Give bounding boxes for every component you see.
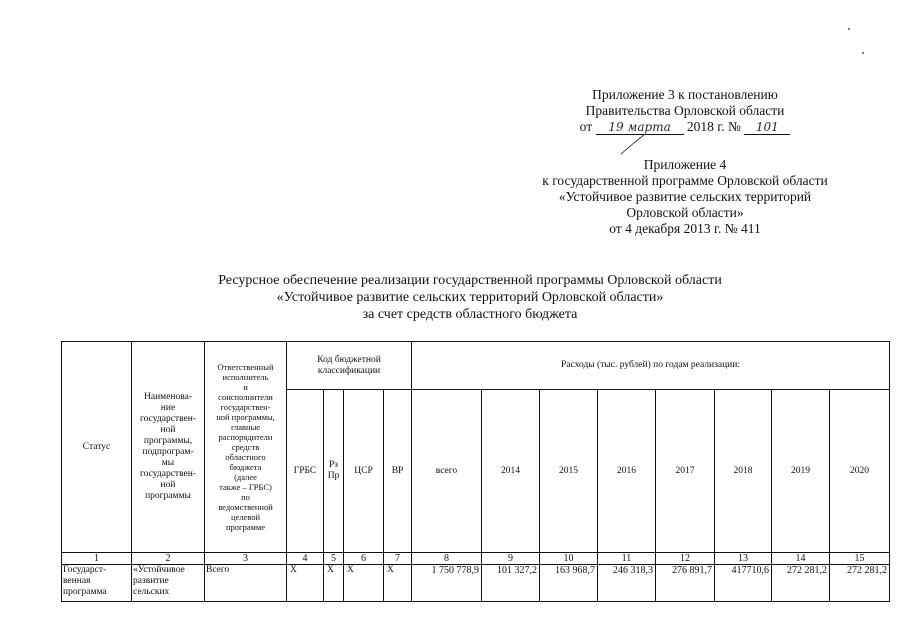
header-year-2014: 2014: [482, 390, 540, 553]
row-value-2014: 101 327,2: [482, 565, 540, 602]
table-row: [62, 565, 890, 602]
header-program-name: Наименова- ние государствен- ной программы, подпрограм- мы государствен- ной программы: [132, 342, 205, 553]
handwritten-date: 19 марта: [596, 120, 684, 135]
appendix-3-line-1: Приложение 3 к постановлению: [592, 87, 778, 102]
row-grbs: Х: [287, 565, 324, 602]
handwritten-number: 101: [744, 120, 790, 135]
title-line-3: за счет средств областного бюджета: [362, 307, 578, 322]
row-csr: Х: [344, 565, 384, 602]
header-status: Статус: [62, 342, 132, 553]
header-grbs: ГРБС: [287, 390, 324, 553]
column-number: 1: [62, 553, 132, 565]
header-year-2019: 2019: [772, 390, 830, 553]
document-title: [90, 272, 850, 323]
header-year-2015: 2015: [540, 390, 598, 553]
row-value-2020: 272 281,2: [830, 565, 890, 602]
header-year-2020: 2020: [830, 390, 890, 553]
scan-speck: [862, 52, 864, 54]
row-status: Государст- венная программа: [62, 565, 132, 602]
date-year: 2018 г. №: [686, 119, 741, 134]
header-budget-code: Код бюджетной классификации: [287, 342, 412, 390]
column-number: 6: [344, 553, 384, 565]
column-number: 8: [412, 553, 482, 565]
header-total: всего: [412, 390, 482, 553]
appendix-3-date-line: [520, 119, 850, 135]
column-number-row: [62, 553, 890, 565]
column-number: 14: [772, 553, 830, 565]
header-expenses: Расходы (тыс. рублей) по годам реализации:: [412, 342, 890, 390]
header-year-2018: 2018: [715, 390, 772, 553]
appendix-4-line-4: Орловской области»: [626, 205, 744, 220]
row-vr: Х: [384, 565, 412, 602]
header-vr: ВР: [384, 390, 412, 553]
header-year-2016: 2016: [598, 390, 656, 553]
scan-speck: [848, 28, 850, 30]
column-number: 13: [715, 553, 772, 565]
row-program-name: «Устойчивое развитие сельских: [132, 565, 205, 602]
column-number: 7: [384, 553, 412, 565]
column-number: 3: [205, 553, 287, 565]
row-total: 1 750 778,9: [412, 565, 482, 602]
appendix-4-line-2: к государственной программе Орловской области: [542, 173, 828, 188]
appendix-4-line-1: Приложение 4: [643, 157, 727, 172]
signature-stroke-icon: [617, 133, 647, 155]
appendix-4-header: [505, 157, 865, 237]
row-responsible: Всего: [205, 565, 287, 602]
header-year-2017: 2017: [656, 390, 715, 553]
column-number: 15: [830, 553, 890, 565]
column-number: 9: [482, 553, 540, 565]
resource-table: [61, 341, 890, 602]
row-value-2015: 163 968,7: [540, 565, 598, 602]
row-value-2018: 417710,6: [715, 565, 772, 602]
appendix-4-line-3: «Устойчивое развитие сельских территорий: [558, 189, 812, 204]
column-number: 11: [598, 553, 656, 565]
row-value-2019: 272 281,2: [772, 565, 830, 602]
row-rzpr: Х: [324, 565, 344, 602]
appendix-3-header: [520, 87, 850, 135]
row-value-2016: 246 318,3: [598, 565, 656, 602]
date-prefix: от: [579, 119, 593, 134]
title-line-2: «Устойчивое развитие сельских территорий Орловской области»: [276, 290, 664, 305]
column-number: 5: [324, 553, 344, 565]
column-number: 4: [287, 553, 324, 565]
appendix-4-line-5: от 4 декабря 2013 г. № 411: [609, 221, 761, 236]
column-number: 10: [540, 553, 598, 565]
header-responsible: Ответственный исполнитель и соисполнители государствен- ной программы, главные распорядители средств областного бюджета (далее также – ГРБС) по ведомственной целевой программе: [205, 342, 287, 553]
column-number: 12: [656, 553, 715, 565]
column-number: 2: [132, 553, 205, 565]
appendix-3-line-2: Правительства Орловской области: [585, 103, 785, 118]
row-value-2017: 276 891,7: [656, 565, 715, 602]
header-csr: ЦСР: [344, 390, 384, 553]
title-line-1: Ресурсное обеспечение реализации государственной программы Орловской области: [218, 273, 722, 288]
header-rzpr: Рз Пр: [324, 390, 344, 553]
